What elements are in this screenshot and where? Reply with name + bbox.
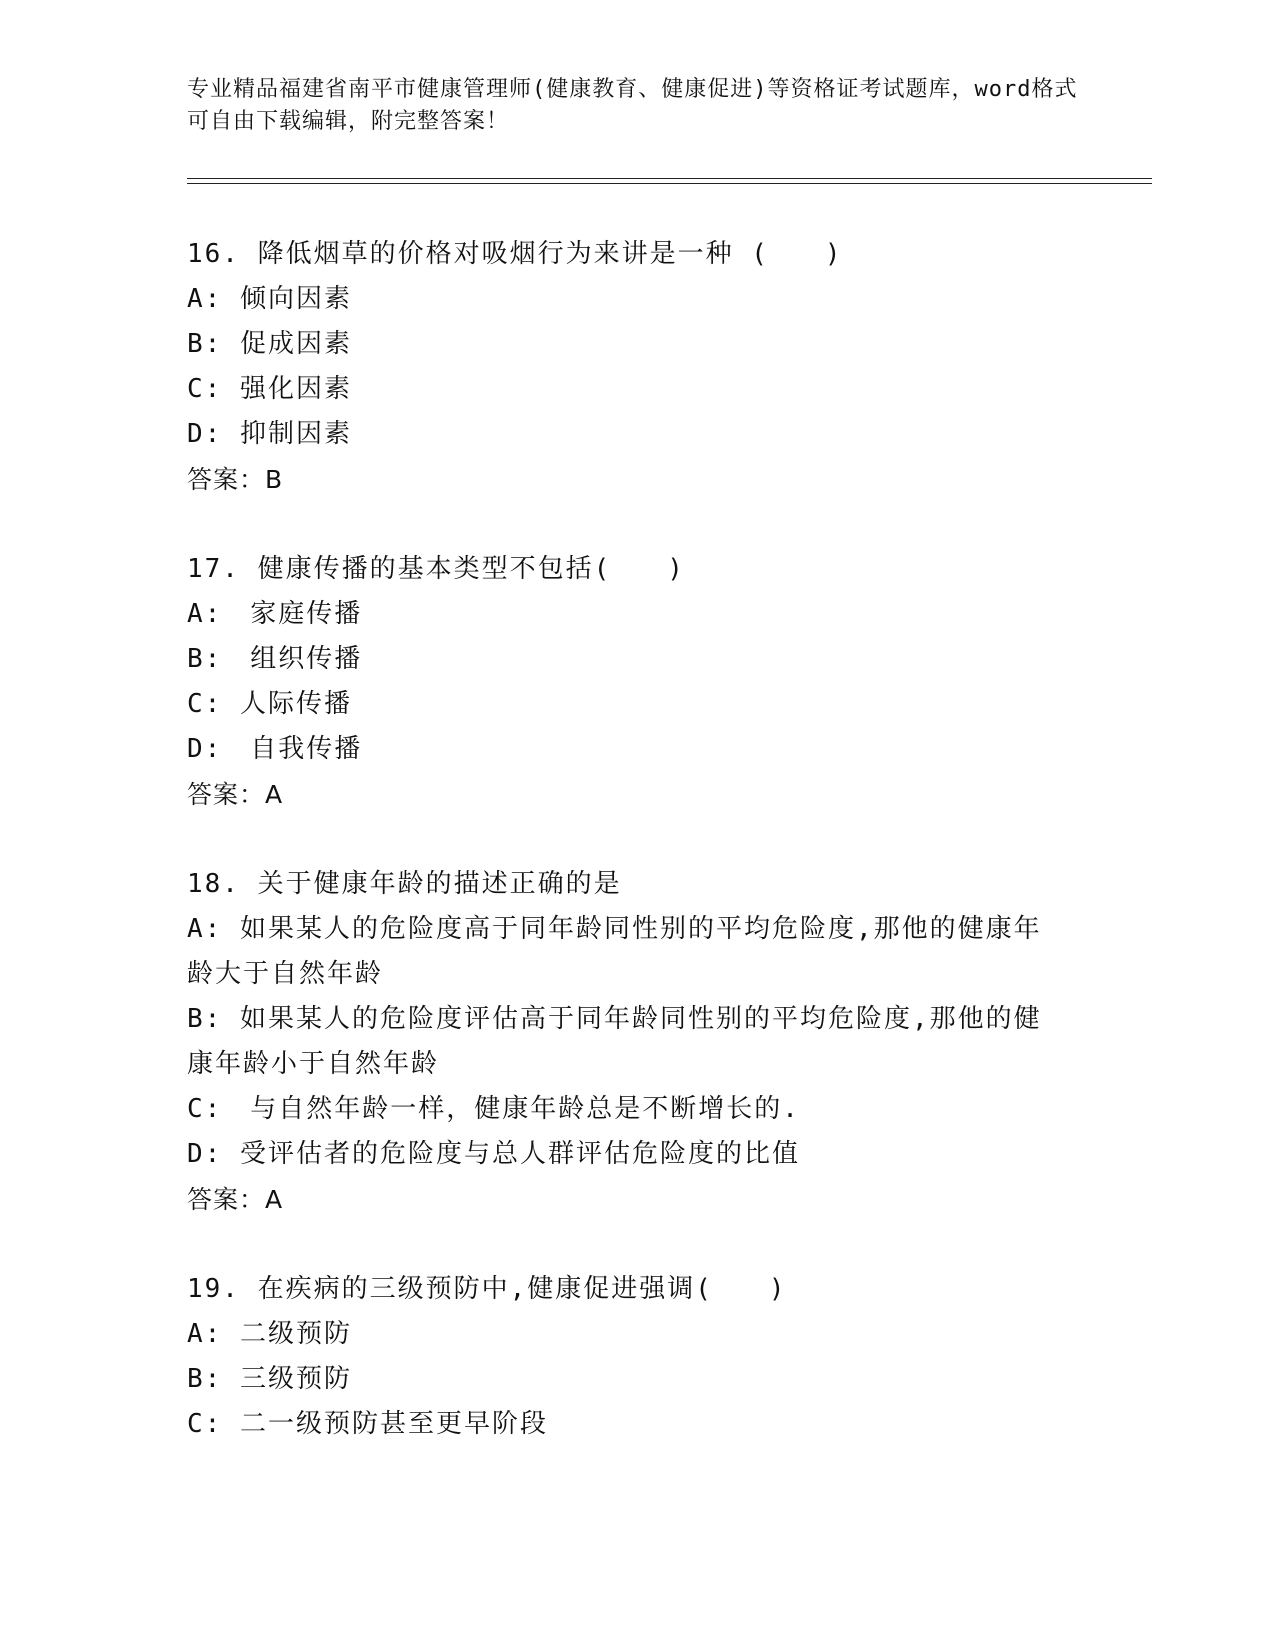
option-d: D: 受评估者的危险度与总人群评估危险度的比值: [187, 1139, 800, 1169]
question-17: [187, 547, 1067, 817]
option-b: B: 如果某人的危险度评估高于同年龄同性别的平均危险度,那他的健康年龄小于自然年龄: [187, 1004, 1042, 1079]
answer-label: 答案：: [187, 1185, 266, 1214]
answer-line: [187, 1177, 1067, 1222]
option-c: C: 二一级预防甚至更早阶段: [187, 1409, 548, 1439]
question-stem: 19. 在疾病的三级预防中,健康促进强调( ): [187, 1274, 787, 1304]
question-16: [187, 232, 1067, 502]
option-a: A: 家庭传播: [187, 599, 363, 629]
option-c: C: 与自然年龄一样，健康年龄总是不断增长的.: [187, 1094, 800, 1124]
option-c: C: 人际传播: [187, 689, 352, 719]
answer-value: A: [265, 780, 284, 809]
option-b: B: 三级预防: [187, 1364, 352, 1394]
option-a: A: 如果某人的危险度高于同年龄同性别的平均危险度,那他的健康年龄大于自然年龄: [187, 914, 1042, 989]
option-d: D: 抑制因素: [187, 419, 352, 449]
option-c: C: 强化因素: [187, 374, 352, 404]
answer-value: A: [265, 1185, 284, 1214]
option-b: B: 促成因素: [187, 329, 352, 359]
header-divider-top: [187, 178, 1152, 179]
question-stem: 16. 降低烟草的价格对吸烟行为来讲是一种 ( ): [187, 239, 843, 269]
option-b: B: 组织传播: [187, 644, 363, 674]
answer-label: 答案：: [187, 780, 266, 809]
question-stem: 18. 关于健康年龄的描述正确的是: [187, 869, 622, 899]
header-divider-bottom: [187, 183, 1152, 184]
option-a: A: 倾向因素: [187, 284, 352, 314]
option-d: D: 自我传播: [187, 734, 363, 764]
option-a: A: 二级预防: [187, 1319, 352, 1349]
answer-label: 答案：: [187, 465, 266, 494]
question-19: [187, 1267, 1067, 1447]
answer-line: [187, 772, 1067, 817]
question-list: [187, 232, 1067, 1492]
answer-value: B: [265, 465, 284, 494]
answer-line: [187, 457, 1067, 502]
document-header: 专业精品福建省南平市健康管理师(健康教育、健康促进)等资格证考试题库，word格式可自由下载编辑，附完整答案！: [187, 77, 1078, 134]
question-stem: 17. 健康传播的基本类型不包括( ): [187, 554, 685, 584]
question-18: [187, 862, 1067, 1222]
